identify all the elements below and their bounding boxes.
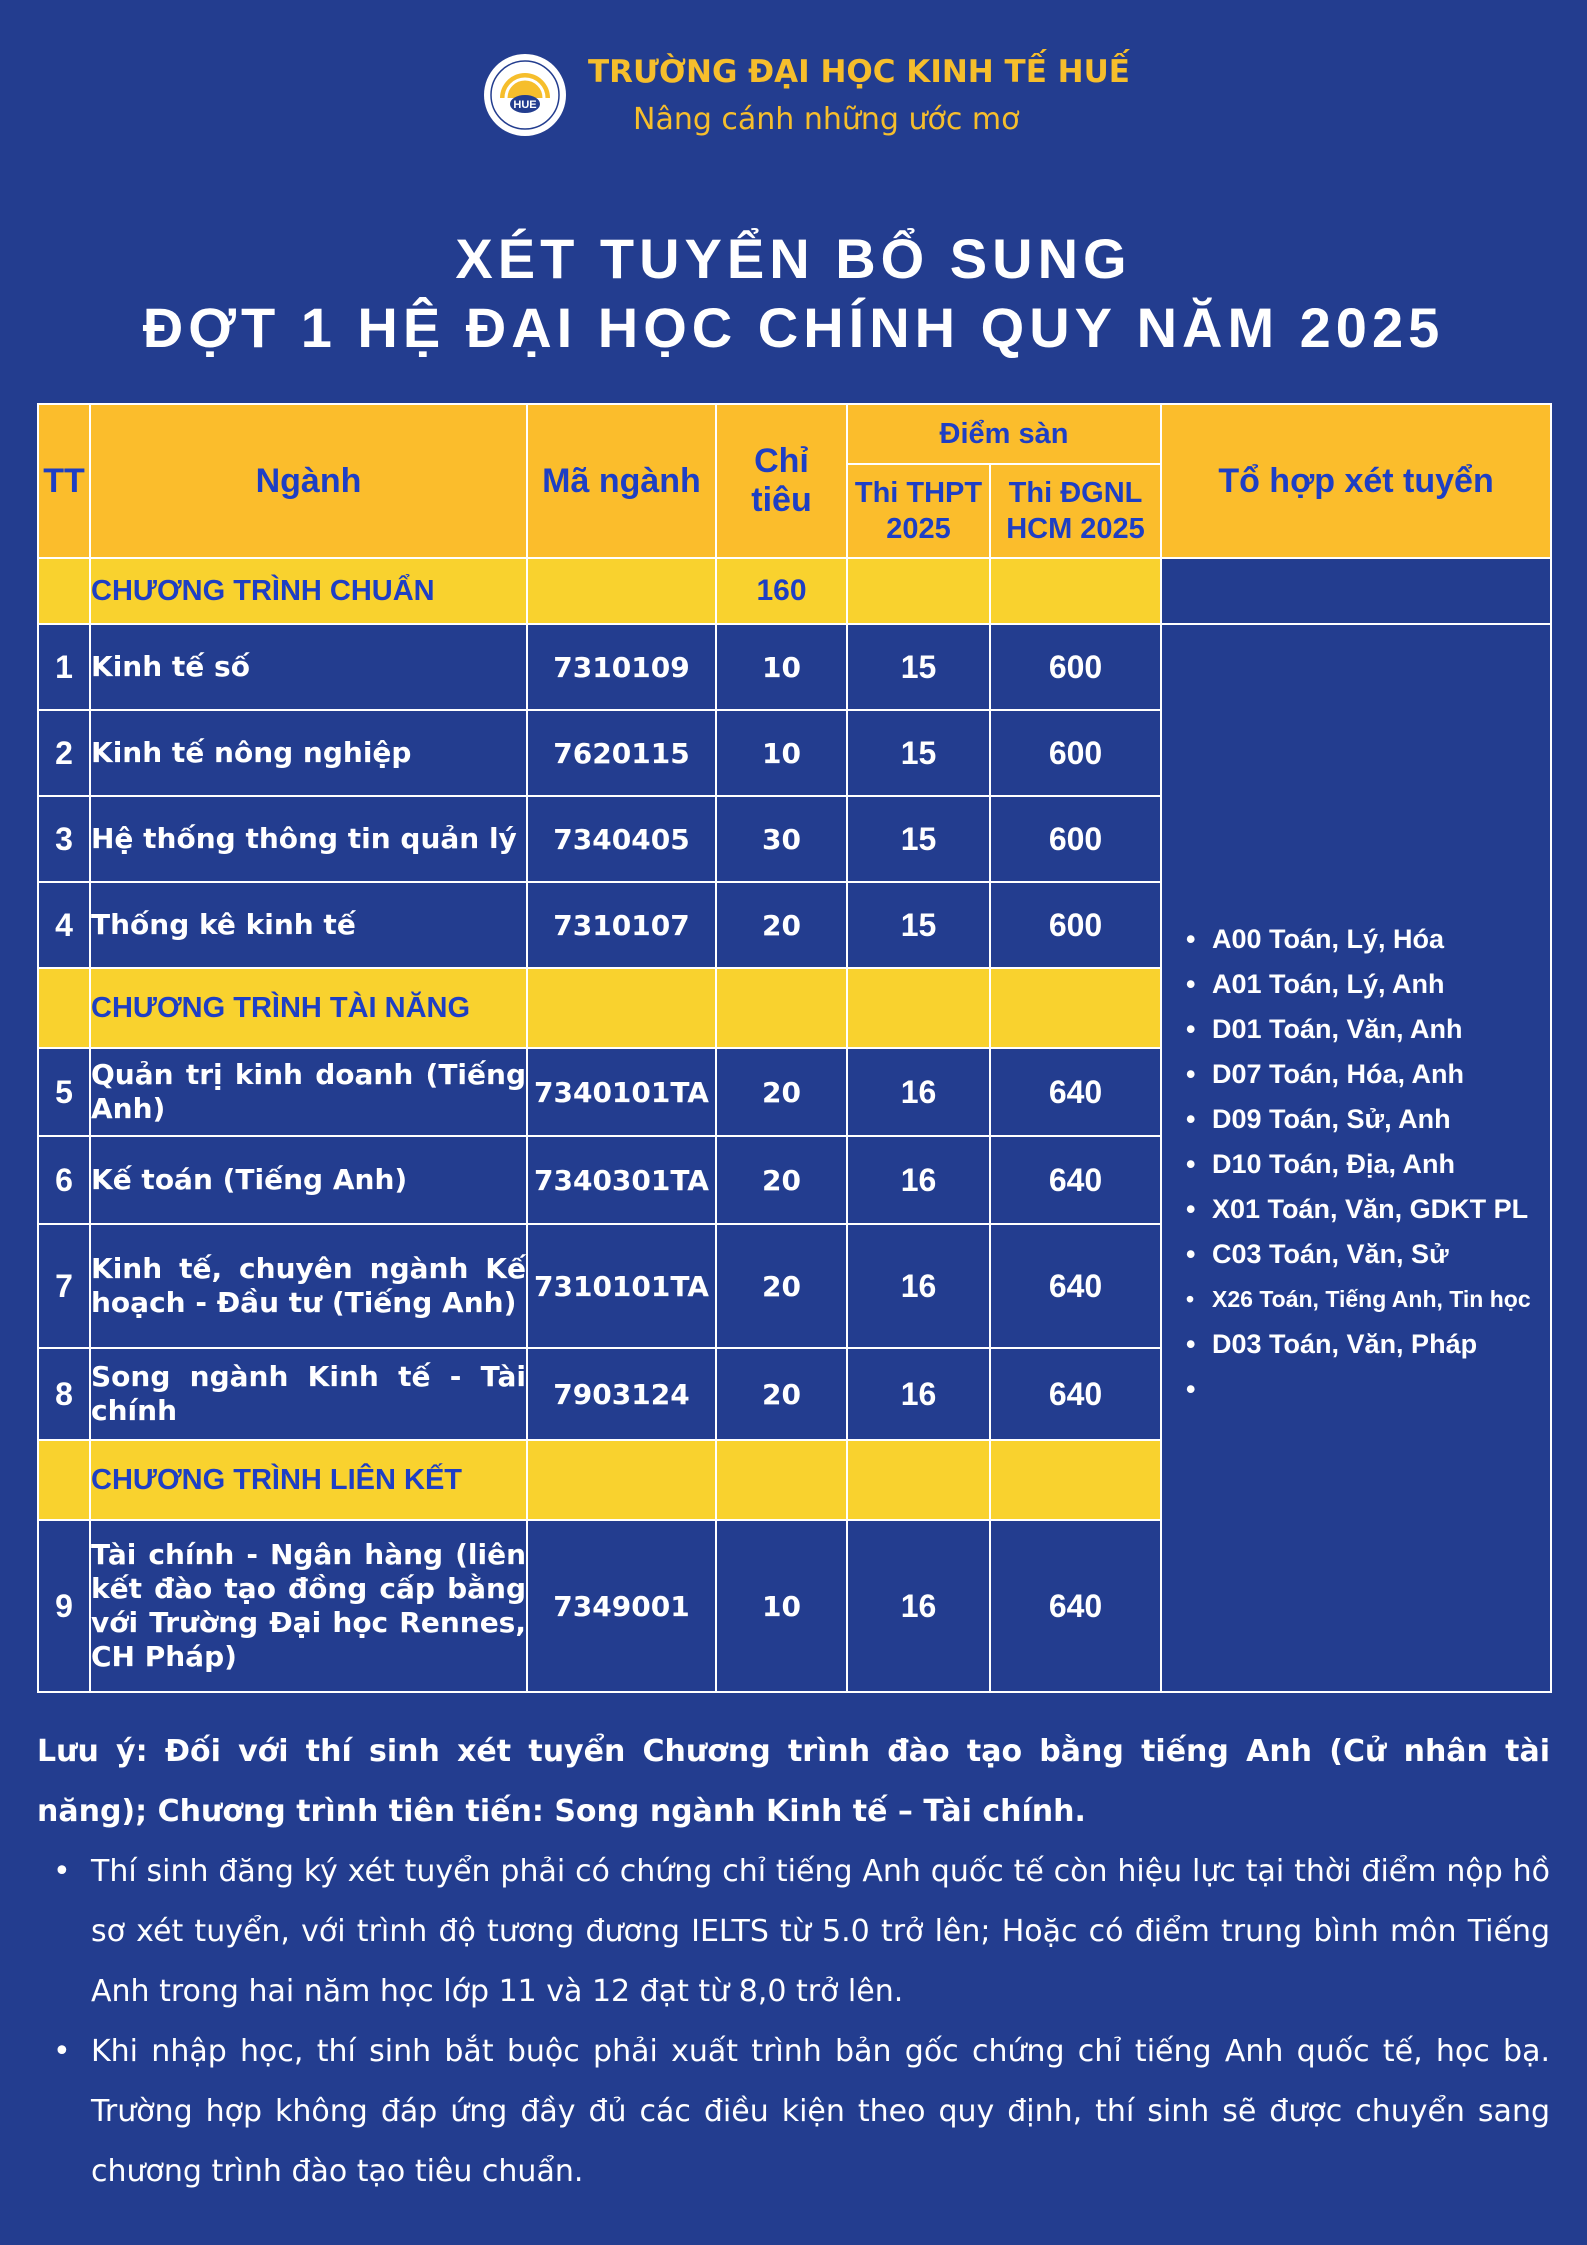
row-dgnl: 600 bbox=[990, 710, 1161, 796]
section-row-standard bbox=[38, 558, 1551, 624]
table-row bbox=[38, 624, 1551, 710]
combo-item: • X01 Toán, Văn, GDKT PL bbox=[1186, 1187, 1531, 1232]
row-quota: 20 bbox=[716, 1048, 847, 1136]
row-dgnl: 640 bbox=[990, 1224, 1161, 1348]
row-thpt: 16 bbox=[847, 1048, 990, 1136]
row-code: 7340101TA bbox=[527, 1048, 716, 1136]
page-title-line-1: XÉT TUYỂN BỔ SUNG bbox=[455, 227, 1132, 290]
row-tt: 1 bbox=[38, 624, 90, 710]
section-label: CHƯƠNG TRÌNH TÀI NĂNG bbox=[90, 968, 527, 1048]
note-item: • Thí sinh đăng ký xét tuyển phải có chứng chỉ tiếng Anh quốc tế còn hiệu lực tại thời điểm nộp hồ sơ xét tuyển, với trình độ tương đương IELTS từ 5.0 trở lên; Hoặc có điểm trung bình môn Tiếng Anh trong hai năm học lớp 11 và 12 đạt từ 8,0 trở lên. bbox=[91, 1842, 1550, 2022]
combo-item: • C03 Toán, Văn, Sử bbox=[1186, 1232, 1531, 1277]
notes-list bbox=[37, 1842, 1550, 2202]
row-code: 7903124 bbox=[527, 1348, 716, 1440]
row-major: Song ngành Kinh tế - Tài chính bbox=[90, 1348, 527, 1440]
row-major: Quản trị kinh doanh (Tiếng Anh) bbox=[90, 1048, 527, 1136]
row-quota: 10 bbox=[716, 1520, 847, 1692]
row-code: 7620115 bbox=[527, 710, 716, 796]
header-major: Ngành bbox=[90, 404, 527, 558]
school-slogan: Nâng cánh những ước mơ bbox=[633, 102, 1020, 137]
row-major: Hệ thống thông tin quản lý bbox=[90, 796, 527, 882]
row-thpt: 16 bbox=[847, 1520, 990, 1692]
row-thpt: 15 bbox=[847, 710, 990, 796]
header-thpt: Thi THPT 2025 bbox=[847, 464, 990, 558]
row-dgnl: 640 bbox=[990, 1348, 1161, 1440]
row-tt: 3 bbox=[38, 796, 90, 882]
combo-item bbox=[1186, 1367, 1531, 1412]
header-floor-score: Điểm sàn bbox=[847, 404, 1161, 464]
notes-heading: Lưu ý: Đối với thí sinh xét tuyển Chương trình đào tạo bằng tiếng Anh (Cử nhân tài năng); Chương trình tiên tiến: Song ngành Kinh tế – Tài chính. bbox=[37, 1734, 1550, 1829]
row-quota: 20 bbox=[716, 1224, 847, 1348]
section-label: CHƯƠNG TRÌNH CHUẨN bbox=[90, 558, 527, 624]
row-tt: 5 bbox=[38, 1048, 90, 1136]
row-major: Thống kê kinh tế bbox=[90, 882, 527, 968]
combo-item: • A01 Toán, Lý, Anh bbox=[1186, 962, 1531, 1007]
combo-item: • D09 Toán, Sử, Anh bbox=[1186, 1097, 1531, 1142]
row-quota: 10 bbox=[716, 710, 847, 796]
row-dgnl: 600 bbox=[990, 882, 1161, 968]
row-thpt: 16 bbox=[847, 1348, 990, 1440]
row-dgnl: 600 bbox=[990, 624, 1161, 710]
university-logo bbox=[482, 52, 568, 138]
header-tt: TT bbox=[38, 404, 90, 558]
row-code: 7340405 bbox=[527, 796, 716, 882]
row-quota: 30 bbox=[716, 796, 847, 882]
row-thpt: 15 bbox=[847, 882, 990, 968]
row-tt: 6 bbox=[38, 1136, 90, 1224]
row-quota: 20 bbox=[716, 1136, 847, 1224]
combo-item: • D03 Toán, Văn, Pháp bbox=[1186, 1322, 1531, 1367]
combos-cell bbox=[1161, 624, 1551, 1692]
row-major: Kinh tế số bbox=[90, 624, 527, 710]
header-dgnl: Thi ĐGNL HCM 2025 bbox=[990, 464, 1161, 558]
combo-item: • X26 Toán, Tiếng Anh, Tin học bbox=[1186, 1277, 1531, 1322]
combo-item: • D01 Toán, Văn, Anh bbox=[1186, 1007, 1531, 1052]
row-major: Kinh tế nông nghiệp bbox=[90, 710, 527, 796]
row-quota: 20 bbox=[716, 1348, 847, 1440]
row-code: 7340301TA bbox=[527, 1136, 716, 1224]
row-code: 7310109 bbox=[527, 624, 716, 710]
row-thpt: 15 bbox=[847, 796, 990, 882]
row-tt: 8 bbox=[38, 1348, 90, 1440]
row-tt: 2 bbox=[38, 710, 90, 796]
combo-item: • A00 Toán, Lý, Hóa bbox=[1186, 917, 1531, 962]
notes-section bbox=[37, 1722, 1550, 2202]
row-tt: 9 bbox=[38, 1520, 90, 1692]
row-dgnl: 640 bbox=[990, 1048, 1161, 1136]
school-name: TRƯỜNG ĐẠI HỌC KINH TẾ HUẾ bbox=[588, 54, 1130, 90]
row-thpt: 16 bbox=[847, 1136, 990, 1224]
row-major: Kinh tế, chuyên ngành Kế hoạch - Đầu tư (Tiếng Anh) bbox=[90, 1224, 527, 1348]
row-dgnl: 600 bbox=[990, 796, 1161, 882]
combo-item: • D07 Toán, Hóa, Anh bbox=[1186, 1052, 1531, 1097]
header-quota: Chỉ tiêu bbox=[716, 404, 847, 558]
row-dgnl: 640 bbox=[990, 1520, 1161, 1692]
row-quota: 10 bbox=[716, 624, 847, 710]
svg-text:HUE: HUE bbox=[513, 99, 537, 111]
row-tt: 4 bbox=[38, 882, 90, 968]
admission-table bbox=[37, 403, 1552, 1693]
combos-list bbox=[1186, 917, 1531, 1412]
row-major: Tài chính - Ngân hàng (liên kết đào tạo đồng cấp bằng với Trường Đại học Rennes, CH Pháp) bbox=[90, 1520, 527, 1692]
row-thpt: 15 bbox=[847, 624, 990, 710]
note-item: • Khi nhập học, thí sinh bắt buộc phải xuất trình bản gốc chứng chỉ tiếng Anh quốc tế, học bạ. Trường hợp không đáp ứng đầy đủ các điều kiện theo quy định, thí sinh sẽ được chuyển sang chương trình đào tạo tiêu chuẩn. bbox=[91, 2022, 1550, 2202]
row-code: 7310101TA bbox=[527, 1224, 716, 1348]
header-combos: Tổ hợp xét tuyển bbox=[1161, 404, 1551, 558]
row-thpt: 16 bbox=[847, 1224, 990, 1348]
section-quota: 160 bbox=[716, 558, 847, 624]
row-dgnl: 640 bbox=[990, 1136, 1161, 1224]
row-code: 7349001 bbox=[527, 1520, 716, 1692]
row-tt: 7 bbox=[38, 1224, 90, 1348]
row-quota: 20 bbox=[716, 882, 847, 968]
header-code: Mã ngành bbox=[527, 404, 716, 558]
combo-item: • D10 Toán, Địa, Anh bbox=[1186, 1142, 1531, 1187]
row-code: 7310107 bbox=[527, 882, 716, 968]
page-title-line-2: ĐỢT 1 HỆ ĐẠI HỌC CHÍNH QUY NĂM 2025 bbox=[142, 296, 1445, 359]
page-header bbox=[0, 48, 1587, 148]
section-label: CHƯƠNG TRÌNH LIÊN KẾT bbox=[90, 1440, 527, 1520]
row-major: Kế toán (Tiếng Anh) bbox=[90, 1136, 527, 1224]
